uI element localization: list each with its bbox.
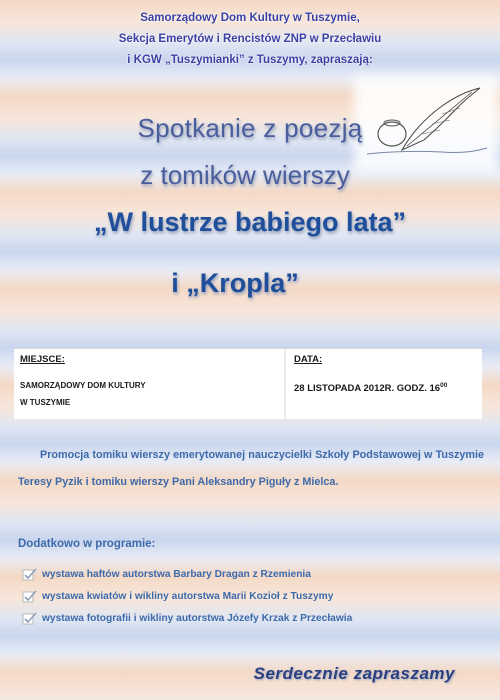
- book-title-2: i „Kropla”: [171, 268, 299, 298]
- header-line-2: Sekcja Emerytów i Rencistów ZNP w Przecławiu: [118, 33, 382, 45]
- date-text: 28 LISTOPADA 2012R. GODZ. 16: [294, 383, 441, 395]
- check-icon: [22, 589, 38, 603]
- place-line-1: SAMORZĄDOWY DOM KULTURY: [20, 381, 146, 390]
- closing-text: Serdecznie zapraszamy: [253, 664, 455, 683]
- program-item-1: wystawa haftów autorstwa Barbary Dragan z Rzemienia: [42, 568, 311, 580]
- list-item: [22, 607, 352, 629]
- place-label: MIEJSCE:: [20, 354, 65, 365]
- event-info-box: [14, 348, 482, 419]
- header-line-3: i KGW „Tuszymianki” z Tuszymy, zapraszają:: [127, 54, 373, 66]
- date-label: DATA:: [294, 354, 323, 365]
- program-item-2: wystawa kwiatów i wikliny autorstwa Marii Kozioł z Tuszymy: [42, 590, 334, 602]
- date-superscript: 00: [440, 382, 448, 389]
- header-line-1: Samorządowy Dom Kultury w Tuszymie,: [140, 12, 360, 24]
- title-line-1: Spotkanie z poezją: [137, 113, 363, 143]
- list-item: [22, 585, 352, 607]
- check-icon: [22, 567, 38, 581]
- place-line-2: W TUSZYMIE: [20, 398, 71, 407]
- place-value: [20, 377, 146, 411]
- program-item-3: wystawa fotografii i wikliny autorstwa Józefy Krzak z Przecławia: [42, 612, 353, 624]
- program-list: [22, 563, 352, 629]
- book-title-1: „W lustrze babiego lata”: [93, 207, 407, 237]
- invitation-header: [0, 8, 500, 71]
- list-item: [22, 563, 352, 585]
- date-value: [294, 377, 447, 397]
- check-icon: [22, 611, 38, 625]
- info-divider: [284, 349, 286, 419]
- program-heading: Dodatkowo w programie:: [18, 538, 156, 550]
- promo-paragraph: Promocja tomiku wierszy emerytowanej nauczycielki Szkoły Podstawowej w Tuszymie Teresy Pyzik i tomiku wierszy Pani Aleksandry Piguły z Mielca.: [18, 449, 484, 488]
- title-line-2: z tomików wierszy: [140, 160, 350, 190]
